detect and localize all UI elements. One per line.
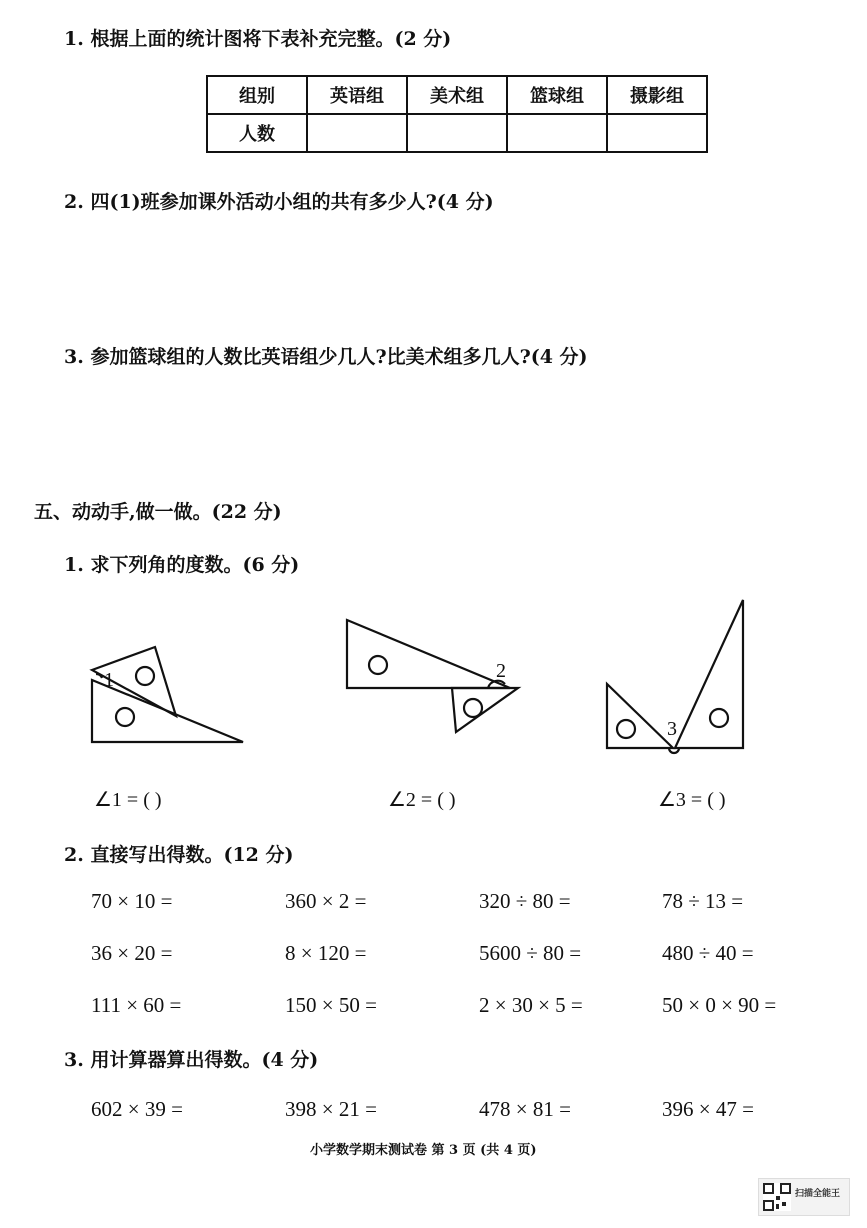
- calc-item: 5600 ÷ 80 =: [479, 941, 582, 965]
- calc-item: 396 × 47 =: [662, 1097, 754, 1121]
- scanner-watermark: [758, 1178, 850, 1216]
- angle-label-2: 2: [496, 660, 506, 682]
- calc-item: 602 × 39 =: [91, 1097, 183, 1121]
- table-cell: 美术组: [407, 76, 507, 114]
- angle-label-3: 3: [667, 718, 677, 740]
- group-table: [206, 75, 708, 153]
- table-cell: 人数: [207, 114, 307, 152]
- question-5-2: 2. 直接写出得数。(12 分): [64, 844, 294, 866]
- calc-item: 398 × 21 =: [285, 1097, 377, 1121]
- angle-3-answer[interactable]: ∠3 = ( ): [658, 789, 726, 811]
- calc-item: 150 × 50 =: [285, 993, 377, 1017]
- qr-code-icon: [763, 1183, 791, 1211]
- question-4-3: 3. 参加篮球组的人数比英语组少几人?比美术组多几人?(4 分): [64, 346, 588, 368]
- table-cell: 组别: [207, 76, 307, 114]
- section-heading: 五、动动手,做一做。(22 分): [34, 501, 282, 523]
- table-row: [207, 114, 707, 152]
- answer-cell[interactable]: [307, 114, 407, 152]
- figure-2: [347, 620, 518, 732]
- question-4-2: 2. 四(1)班参加课外活动小组的共有多少人?(4 分): [64, 191, 494, 213]
- answer-cell[interactable]: [607, 114, 707, 152]
- answer-cell[interactable]: [407, 114, 507, 152]
- table-row: [207, 76, 707, 114]
- answer-cell[interactable]: [507, 114, 607, 152]
- question-5-3: 3. 用计算器算出得数。(4 分): [64, 1049, 319, 1071]
- page-footer: 小学数学期末测试卷 第 3 页 (共 4 页): [310, 1143, 537, 1158]
- table-cell: 英语组: [307, 76, 407, 114]
- calc-item: 360 × 2 =: [285, 889, 367, 913]
- calc-item: 478 × 81 =: [479, 1097, 571, 1121]
- calc-item: 2 × 30 × 5 =: [479, 993, 583, 1017]
- calc-item: 480 ÷ 40 =: [662, 941, 754, 965]
- calc-item: 78 ÷ 13 =: [662, 889, 744, 913]
- figure-1: [92, 647, 243, 742]
- angle-figures: [0, 590, 867, 770]
- angle-label-1: 1: [104, 669, 114, 691]
- watermark-brand: 扫描全能王: [795, 1189, 841, 1199]
- calc-item: 320 ÷ 80 =: [479, 889, 571, 913]
- calc-item: 70 × 10 =: [91, 889, 173, 913]
- calc-item: 50 × 0 × 90 =: [662, 993, 777, 1017]
- table-cell: 篮球组: [507, 76, 607, 114]
- calc-item: 36 × 20 =: [91, 941, 173, 965]
- angle-1-answer[interactable]: ∠1 = ( ): [94, 789, 162, 811]
- angle-2-answer[interactable]: ∠2 = ( ): [388, 789, 456, 811]
- question-4-1: 1. 根据上面的统计图将下表补充完整。(2 分): [64, 28, 452, 50]
- question-5-1: 1. 求下列角的度数。(6 分): [64, 554, 300, 576]
- calc-item: 8 × 120 =: [285, 941, 367, 965]
- calc-item: 111 × 60 =: [91, 993, 182, 1017]
- table-cell: 摄影组: [607, 76, 707, 114]
